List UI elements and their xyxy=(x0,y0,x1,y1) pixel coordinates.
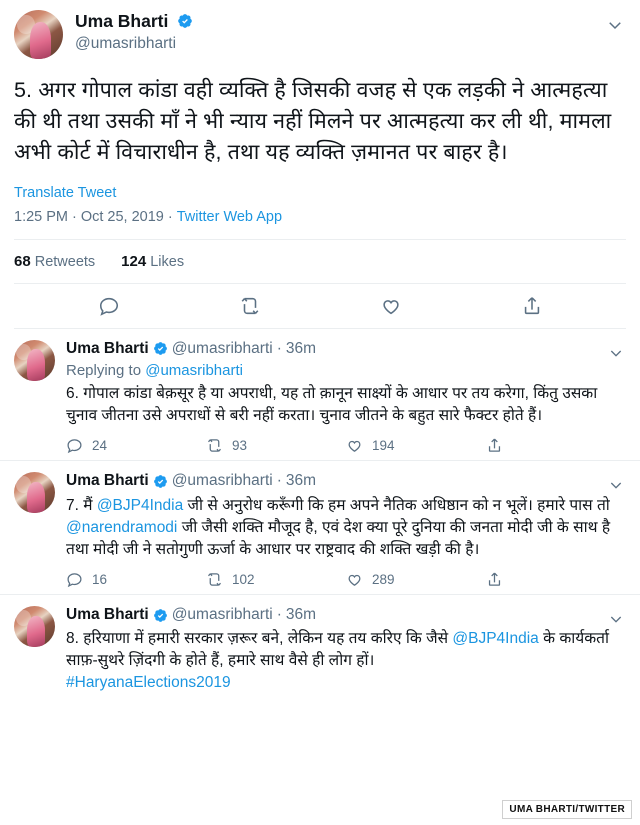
reply-count: 24 xyxy=(92,438,108,454)
reply-author-display-name[interactable]: Uma Bharti xyxy=(66,339,149,357)
reply-action-retweet[interactable] xyxy=(206,437,346,454)
reply-text: 6. गोपाल कांडा बेक़सूर है या अपराधी, यह तो क़ानून साक्ष्यों के आधार पर तय करेगा, किंतु उसका चुनाव जीतना उसे अपराधों से बरी नहीं करता। चुनाव जीतने के बहुत सारे फैक्टर होते हैं। xyxy=(66,385,598,425)
tweet-time: 1:25 PM xyxy=(14,208,68,225)
retweets-label: Retweets xyxy=(34,253,96,270)
separator-dot: · xyxy=(276,472,282,490)
reply-item xyxy=(0,461,640,595)
tweet-timestamp: 1:25 PM · Oct 25, 2019 · Twitter Web App xyxy=(14,208,283,225)
like-count: 289 xyxy=(372,571,395,587)
likes-label: Likes xyxy=(150,253,185,270)
author-handle[interactable]: @umasribharti xyxy=(75,35,177,52)
retweets-count-group[interactable] xyxy=(14,253,95,270)
reply-action-like[interactable] xyxy=(346,437,486,454)
reply-item xyxy=(0,595,640,701)
reply-action-bar xyxy=(66,437,626,454)
replying-to-line xyxy=(66,362,626,379)
tweet-source-app[interactable]: Twitter Web App xyxy=(176,208,283,225)
reply-time[interactable]: 36m xyxy=(285,605,317,623)
avatar[interactable] xyxy=(14,10,63,59)
like-icon[interactable] xyxy=(380,295,402,317)
reply-action-share[interactable] xyxy=(486,437,626,454)
share-icon[interactable] xyxy=(521,295,543,317)
reply-header xyxy=(66,472,626,491)
reply-text: 7. मैं @BJP4India जी से अनुरोध करूँगी कि हम अपने नैतिक अधिष्ठान को न भूलें। हमारे पास तो @narendramodi जी जैसी शक्ति मौजूद है, एवं देश क्या पूरे दुनिया की जनता मोदी जी के साथ है तथा मोदी जी ने सतोगुणी ऊर्जा के आधार पर राष्ट्रवाद की शक्ति खड़ी की है। xyxy=(66,496,611,558)
separator-dot: · xyxy=(276,605,282,623)
author-names xyxy=(75,10,193,54)
reply-action-bar xyxy=(66,571,626,588)
likes-count: 124 xyxy=(121,252,147,270)
mention-link[interactable]: #HaryanaElections2019 xyxy=(66,674,231,692)
mention-link[interactable]: @BJP4India xyxy=(96,496,184,514)
tweet-date: Oct 25, 2019 xyxy=(80,208,164,225)
retweet-icon[interactable] xyxy=(239,295,261,317)
retweets-count: 68 xyxy=(14,252,31,270)
reply-action-retweet[interactable] xyxy=(206,571,346,588)
verified-badge-icon xyxy=(177,13,193,29)
reply-author-handle[interactable]: @umasribharti xyxy=(171,472,273,490)
likes-count-group[interactable] xyxy=(121,253,184,270)
reply-item xyxy=(0,329,640,462)
reply-time[interactable]: 36m xyxy=(285,339,317,357)
engagement-counts xyxy=(14,240,626,283)
replying-to-prefix: Replying to xyxy=(66,362,146,380)
watermark: UMA BHARTI/TWITTER xyxy=(502,800,632,819)
verified-badge-icon xyxy=(153,608,168,623)
reply-overflow-caret-icon[interactable] xyxy=(608,611,624,632)
tweet-action-bar xyxy=(14,283,626,329)
avatar[interactable] xyxy=(14,340,55,381)
reply-author-display-name[interactable]: Uma Bharti xyxy=(66,605,149,623)
reply-author-handle[interactable]: @umasribharti xyxy=(171,339,273,357)
avatar[interactable] xyxy=(14,606,55,647)
reply-author-handle[interactable]: @umasribharti xyxy=(171,605,273,623)
reply-action-reply[interactable] xyxy=(66,571,206,588)
reply-action-share[interactable] xyxy=(486,571,626,588)
avatar[interactable] xyxy=(14,472,55,513)
main-tweet xyxy=(0,0,640,329)
separator-dot: · xyxy=(276,339,282,357)
tweet-header xyxy=(14,10,626,59)
tweet-text: 5. अगर गोपाल कांडा वही व्यक्ति है जिसकी वजह से एक लड़की ने आत्महत्या की थी तथा उसकी माँ ने भी न्याय नहीं मिलने पर आत्महत्या कर ली थी, मामला अभी कोर्ट में विचाराधीन है, तथा यह व्यक्ति ज़मानत पर बाहर है। xyxy=(14,78,612,165)
reply-body xyxy=(66,472,626,588)
tweet-overflow-caret-icon[interactable] xyxy=(606,16,624,39)
reply-text: 8. हरियाणा में हमारी सरकार ज़रूर बने, लेकिन यह तय करिए कि जैसे @BJP4India के कार्यकर्ता साफ़-सुथरे ज़िंदगी के होते हैं, हमारे साथ वैसे ही लोग हों। #HaryanaElections2019 xyxy=(66,630,609,692)
translate-tweet-link[interactable]: Translate Tweet xyxy=(14,184,117,201)
reply-body xyxy=(66,606,626,695)
reply-overflow-caret-icon[interactable] xyxy=(608,477,624,498)
reply-action-like[interactable] xyxy=(346,571,486,588)
reply-overflow-caret-icon[interactable] xyxy=(608,345,624,366)
verified-badge-icon xyxy=(153,474,168,489)
replying-to-handle[interactable]: @umasribharti xyxy=(145,362,243,380)
reply-action-reply[interactable] xyxy=(66,437,206,454)
verified-badge-icon xyxy=(153,341,168,356)
reply-header xyxy=(66,606,626,625)
reply-count: 16 xyxy=(92,571,108,587)
reply-author-display-name[interactable]: Uma Bharti xyxy=(66,472,149,490)
mention-link[interactable]: @BJP4India xyxy=(452,630,539,648)
reply-header xyxy=(66,340,626,359)
retweet-count: 93 xyxy=(232,438,248,454)
like-count: 194 xyxy=(372,438,395,454)
mention-link[interactable]: @narendramodi xyxy=(66,518,178,536)
author-display-name[interactable]: Uma Bharti xyxy=(75,11,169,31)
reply-body xyxy=(66,340,626,455)
reply-time[interactable]: 36m xyxy=(285,472,317,490)
retweet-count: 102 xyxy=(232,571,255,587)
reply-icon[interactable] xyxy=(98,295,120,317)
